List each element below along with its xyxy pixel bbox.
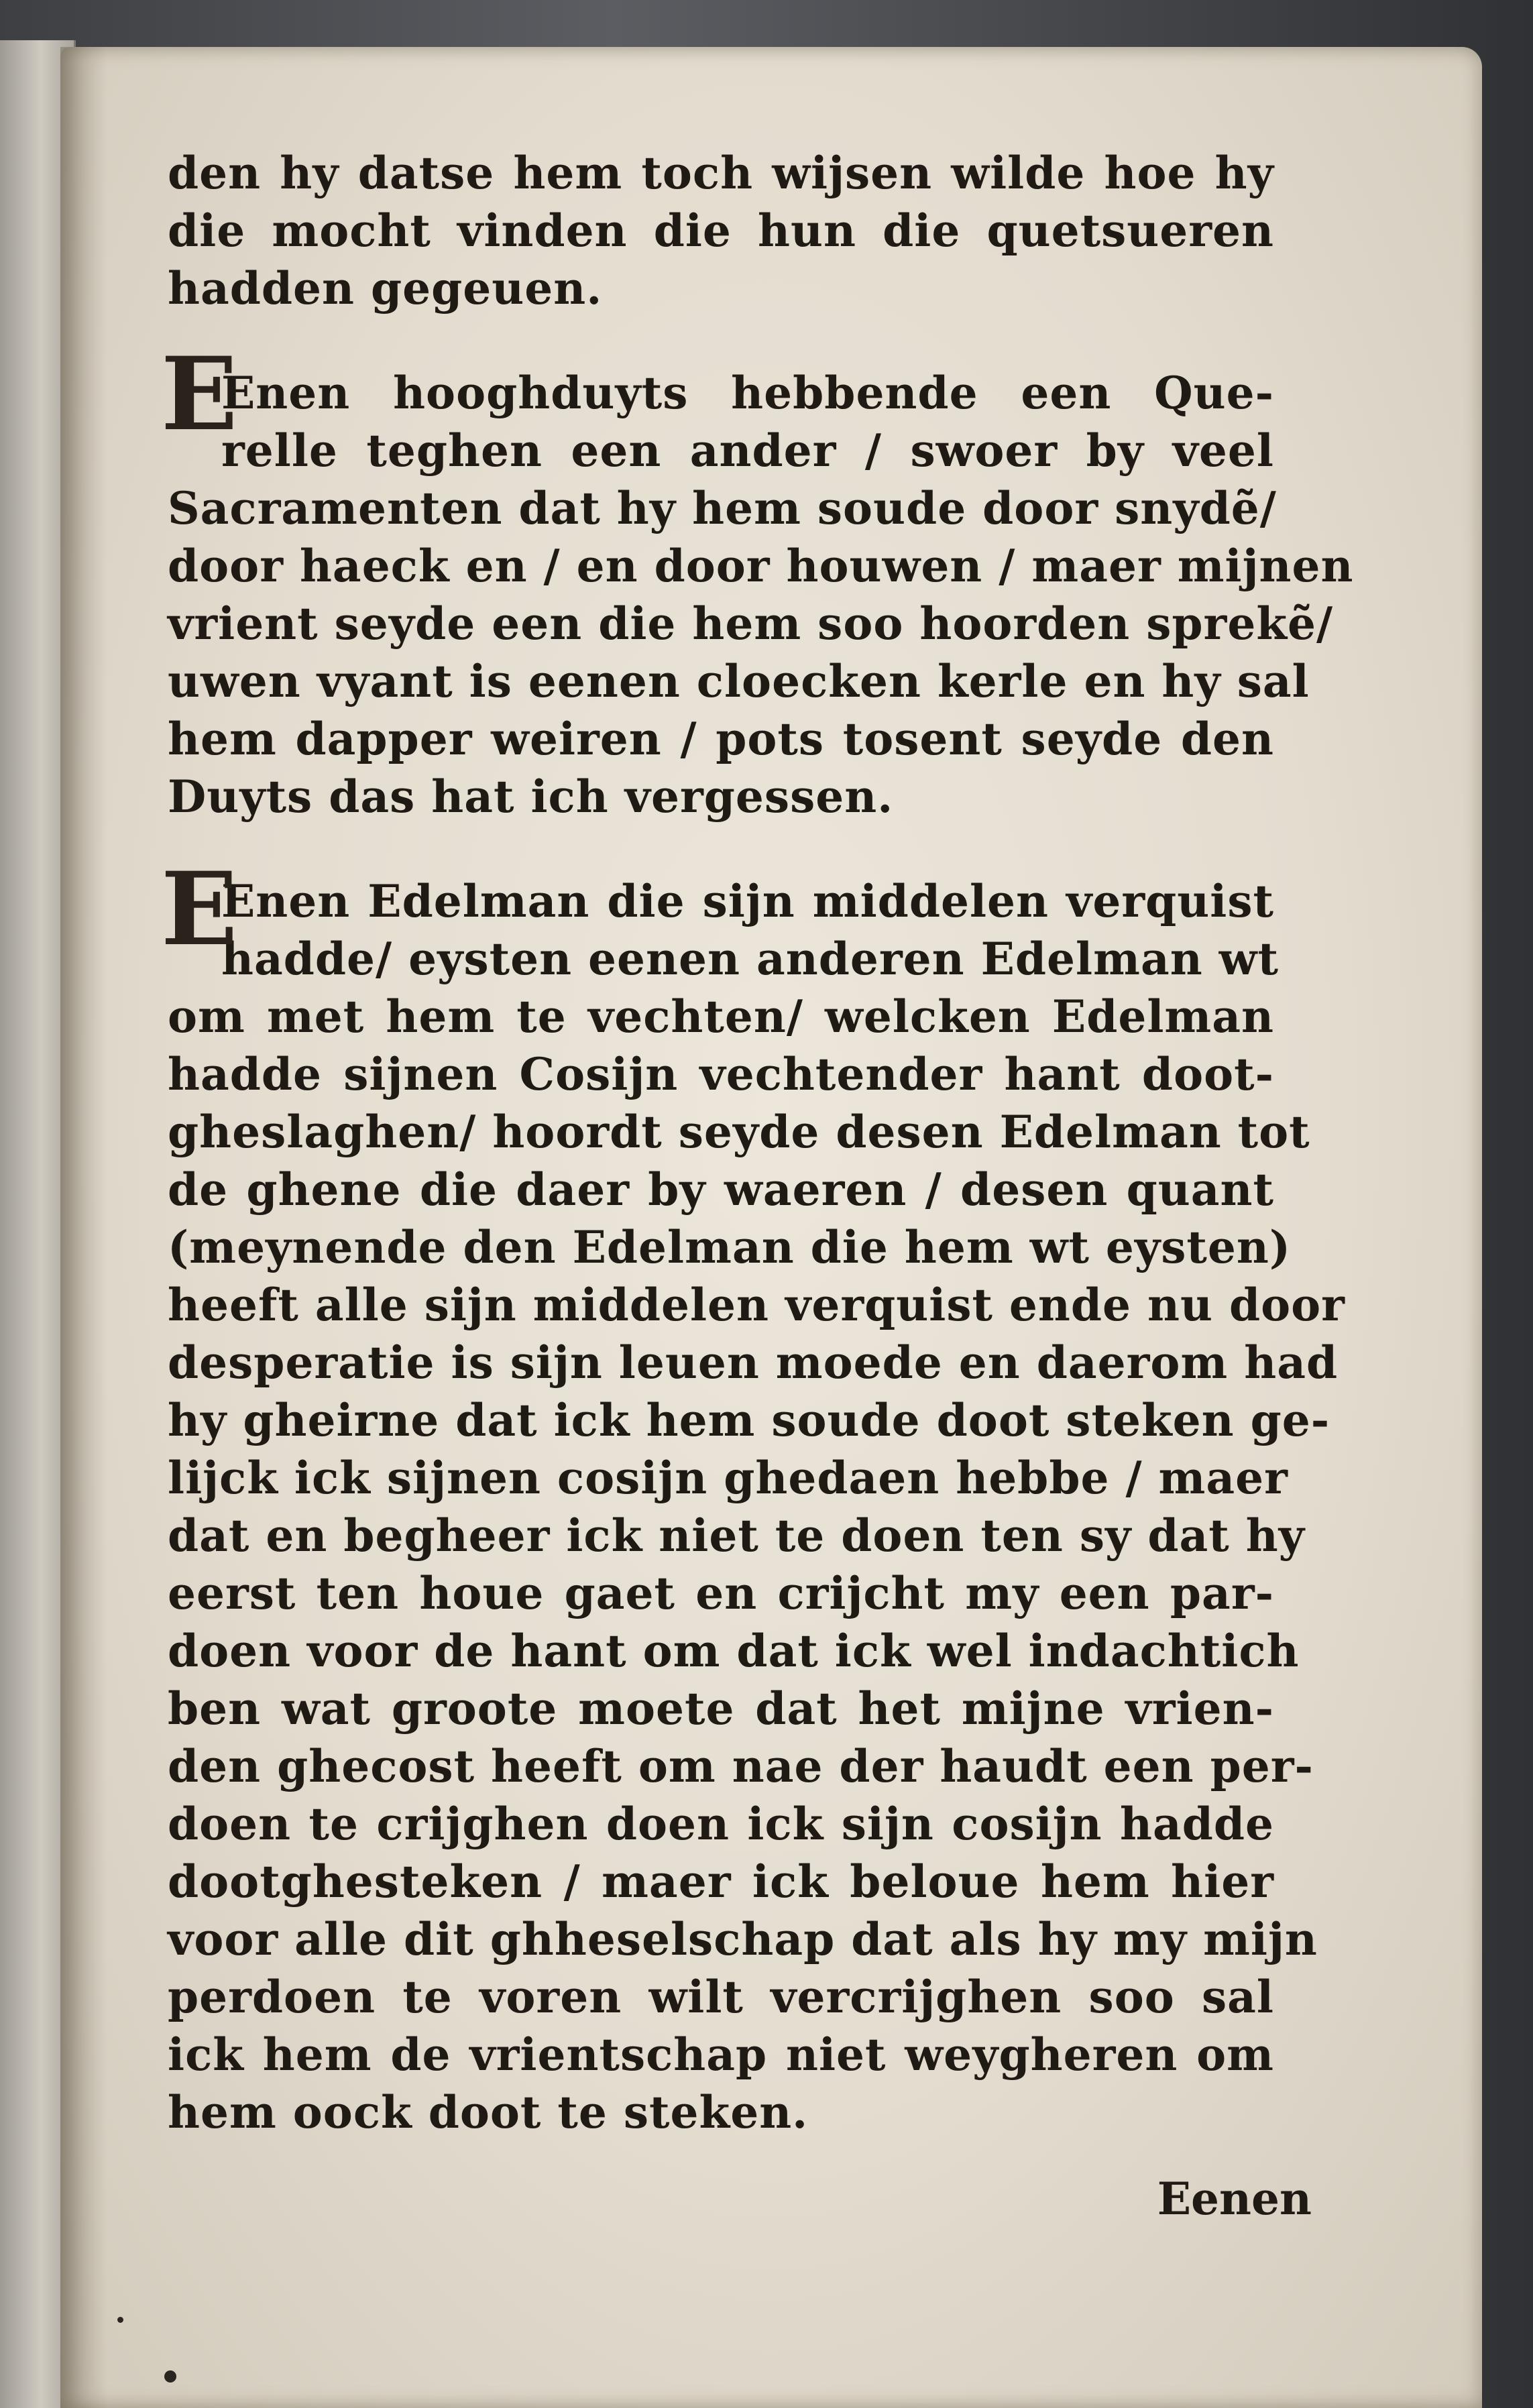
ink-spot: [164, 2370, 176, 2383]
paragraph-2: [161, 335, 1354, 825]
paragraph-3: [161, 850, 1345, 2141]
text-line: hadde sijnen Cosijn vechtender hant doot-: [168, 1048, 1274, 1100]
drop-initial: E: [161, 335, 238, 453]
ink-spot: [117, 2317, 123, 2323]
text-line: hem dapper weiren / pots tosent seyde den: [168, 713, 1274, 765]
paragraph-1: [168, 144, 1274, 317]
text-line: door haeck en / en door houwen / maer mijnen: [168, 540, 1354, 592]
text-line: relle teghen een ander / swoer by veel: [221, 424, 1274, 477]
text-line: hy gheirne dat ick hem soude doot steken ge-: [168, 1394, 1330, 1446]
gutter-shadow: [60, 47, 107, 2408]
drop-initial: E: [161, 850, 238, 968]
text-line: (meynende den Edelman die hem wt eysten): [168, 1221, 1292, 1273]
text-line: voor alle dit ghheselschap dat als hy my mijn: [168, 1913, 1318, 1965]
text-line: dootghesteken / maer ick beloue hem hier: [168, 1855, 1274, 1908]
text-line: Enen Edelman die sijn middelen verquist: [221, 875, 1274, 927]
text-line: Sacramenten dat hy hem soude door snydẽ/: [168, 482, 1277, 534]
text-line: hadde/ eysten eenen anderen Edelman wt: [221, 933, 1279, 985]
text-line: ben wat groote moete dat het mijne vrien-: [168, 1682, 1274, 1735]
text-line: Enen hooghduyts hebbende een Que-: [221, 367, 1274, 419]
text-line: vrient seyde een die hem soo hoorden sprekẽ/: [168, 597, 1334, 650]
text-line: den hy datse hem toch wijsen wilde hoe hy: [168, 147, 1274, 199]
text-line: gheslaghen/ hoordt seyde desen Edelman tot: [168, 1106, 1310, 1158]
text-line: ick hem de vrientschap niet weygheren om: [168, 2028, 1274, 2081]
page-text: [161, 144, 1354, 2188]
text-line: hem oock doot te steken.: [168, 2086, 809, 2138]
text-line: heeft alle sijn middelen verquist ende nu door: [168, 1279, 1345, 1331]
text-line: desperatie is sijn leuen moede en daerom had: [168, 1336, 1339, 1389]
text-line: dat en begheer ick niet te doen ten sy dat hy: [168, 1509, 1306, 1562]
text-line: uwen vyant is eenen cloecken kerle en hy sal: [168, 655, 1310, 707]
text-line: perdoen te voren wilt vercrijghen soo sal: [168, 1971, 1274, 2023]
text-line: die mocht vinden die hun die quetsueren: [168, 205, 1274, 257]
catchword: Eenen: [1157, 2173, 1312, 2225]
text-line: doen te crijghen doen ick sijn cosijn hadde: [168, 1798, 1274, 1850]
text-line: den ghecost heeft om nae der haudt een per-: [168, 1740, 1314, 1792]
text-line: Duyts das hat ich vergessen.: [168, 770, 894, 823]
text-line: eerst ten houe gaet en crijcht my een par-: [168, 1567, 1274, 1619]
text-line: hadden gegeuen.: [168, 262, 603, 314]
text-line: de ghene die daer by waeren / desen quant: [168, 1163, 1274, 1216]
text-line: lijck ick sijnen cosijn ghedaen hebbe / maer: [168, 1452, 1288, 1504]
text-line: om met hem te vechten/ welcken Edelman: [168, 990, 1274, 1043]
text-line: doen voor de hant om dat ick wel indachtich: [168, 1625, 1300, 1677]
